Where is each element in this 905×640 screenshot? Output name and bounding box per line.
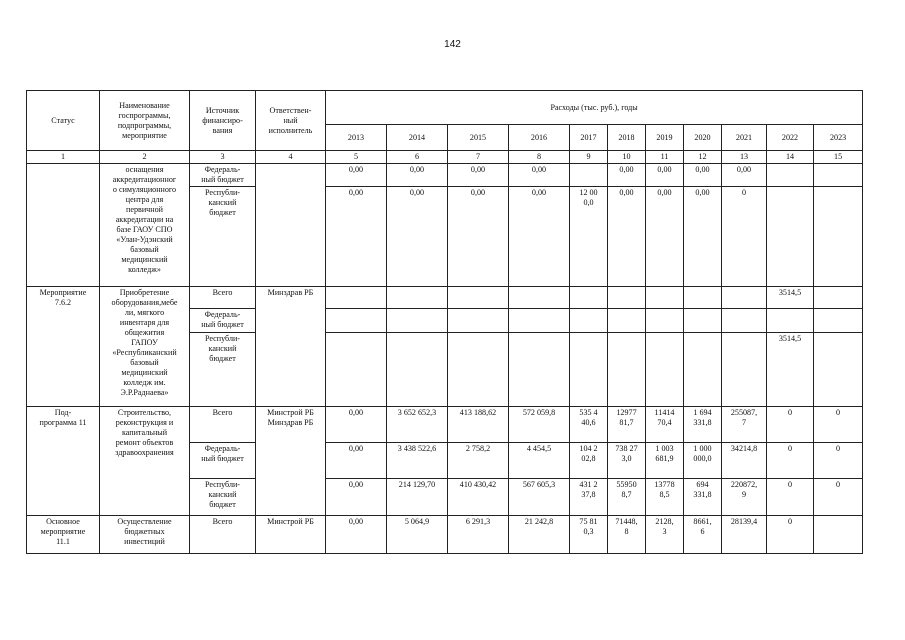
header-year: 2020 xyxy=(684,125,722,151)
header-year: 2021 xyxy=(722,125,767,151)
value-cell: 572 059,8 xyxy=(509,407,570,443)
value-cell xyxy=(722,333,767,407)
value-cell: 0,00 xyxy=(509,164,570,187)
value-cell xyxy=(646,287,684,309)
executor-cell xyxy=(256,164,326,287)
budget-table xyxy=(26,90,863,554)
value-cell: 0,00 xyxy=(387,187,448,287)
source-cell: Всего xyxy=(190,407,256,443)
header-year: 2019 xyxy=(646,125,684,151)
value-cell xyxy=(608,309,646,333)
col-number: 10 xyxy=(608,151,646,164)
value-cell xyxy=(326,333,387,407)
value-cell xyxy=(570,333,608,407)
value-cell: 0,00 xyxy=(646,187,684,287)
value-cell xyxy=(767,187,814,287)
value-cell: 431 2 37,8 xyxy=(570,479,608,516)
value-cell: 13778 8,5 xyxy=(646,479,684,516)
col-number: 14 xyxy=(767,151,814,164)
value-cell xyxy=(570,164,608,187)
header-name: Наименование госпрограммы, подпрограммы, мероприятие xyxy=(100,91,190,151)
value-cell: 0,00 xyxy=(608,187,646,287)
header-executor: Ответствен- ный исполнитель xyxy=(256,91,326,151)
value-cell: 535 4 40,6 xyxy=(570,407,608,443)
value-cell xyxy=(814,287,863,309)
value-cell: 2 758,2 xyxy=(448,443,509,479)
value-cell: 3514,5 xyxy=(767,333,814,407)
value-cell: 75 81 0,3 xyxy=(570,516,608,554)
table-row xyxy=(27,164,863,187)
header-year: 2017 xyxy=(570,125,608,151)
executor-cell: Минстрой РБ Минздрав РБ xyxy=(256,407,326,516)
value-cell xyxy=(722,309,767,333)
value-cell xyxy=(448,309,509,333)
value-cell: 55950 8,7 xyxy=(608,479,646,516)
status-cell: Основное мероприятие 11.1 xyxy=(27,516,100,554)
header-year: 2014 xyxy=(387,125,448,151)
value-cell: 0,00 xyxy=(326,479,387,516)
value-cell: 104 2 02,8 xyxy=(570,443,608,479)
status-cell: Под- программа 11 xyxy=(27,407,100,516)
table-row xyxy=(27,407,863,443)
header-year: 2023 xyxy=(814,125,863,151)
page-number: 142 xyxy=(444,39,461,50)
col-number: 4 xyxy=(256,151,326,164)
value-cell: 11414 70,4 xyxy=(646,407,684,443)
col-number: 3 xyxy=(190,151,256,164)
col-number: 8 xyxy=(509,151,570,164)
value-cell: 1 694 331,8 xyxy=(684,407,722,443)
value-cell: 0,00 xyxy=(509,187,570,287)
value-cell: 0,00 xyxy=(326,516,387,554)
value-cell xyxy=(684,333,722,407)
header-year: 2015 xyxy=(448,125,509,151)
col-number: 6 xyxy=(387,151,448,164)
source-cell: Всего xyxy=(190,516,256,554)
value-cell: 1 000 000,0 xyxy=(684,443,722,479)
value-cell: 0 xyxy=(767,479,814,516)
value-cell: 12 00 0,0 xyxy=(570,187,608,287)
source-cell: Республи- канский бюджет xyxy=(190,187,256,287)
value-cell: 0 xyxy=(814,407,863,443)
name-cell: Приобретение оборудования,мебе ли, мягкого инвентаря для общежития ГАПОУ «Республиканский базовый медицинский колледж им. Э.Р.Раднаева» xyxy=(100,287,190,407)
executor-cell: Минстрой РБ xyxy=(256,516,326,554)
value-cell: 0,00 xyxy=(646,164,684,187)
value-cell: 1 003 681,9 xyxy=(646,443,684,479)
value-cell: 0 xyxy=(767,407,814,443)
value-cell: 0,00 xyxy=(722,164,767,187)
header-year: 2018 xyxy=(608,125,646,151)
value-cell: 0,00 xyxy=(684,187,722,287)
header-year: 2016 xyxy=(509,125,570,151)
value-cell: 738 27 3,0 xyxy=(608,443,646,479)
value-cell xyxy=(509,309,570,333)
value-cell xyxy=(684,309,722,333)
value-cell: 0 xyxy=(767,516,814,554)
source-cell: Всего xyxy=(190,287,256,309)
value-cell: 413 188,62 xyxy=(448,407,509,443)
value-cell xyxy=(684,287,722,309)
value-cell: 0 xyxy=(722,187,767,287)
source-cell: Федераль- ный бюджет xyxy=(190,164,256,187)
value-cell: 12977 81,7 xyxy=(608,407,646,443)
value-cell xyxy=(722,287,767,309)
value-cell xyxy=(767,309,814,333)
value-cell xyxy=(646,309,684,333)
value-cell: 8661, 6 xyxy=(684,516,722,554)
name-cell: Осуществление бюджетных инвестиций xyxy=(100,516,190,554)
source-cell: Республи- канский бюджет xyxy=(190,333,256,407)
header-year: 2022 xyxy=(767,125,814,151)
value-cell: 0 xyxy=(814,479,863,516)
value-cell: 0,00 xyxy=(608,164,646,187)
value-cell xyxy=(387,287,448,309)
header-expenses: Расходы (тыс. руб.), годы xyxy=(326,91,863,125)
value-cell xyxy=(767,164,814,187)
value-cell: 0,00 xyxy=(684,164,722,187)
value-cell xyxy=(509,333,570,407)
value-cell xyxy=(814,516,863,554)
name-cell: оснащения аккредитационног о симуляционного центра для первичной аккредитации на базе ГАОУ СПО «Улан-Удэнский базовый медицинский колледж» xyxy=(100,164,190,287)
executor-cell: Минздрав РБ xyxy=(256,287,326,407)
value-cell xyxy=(448,333,509,407)
value-cell: 0,00 xyxy=(326,407,387,443)
value-cell: 0,00 xyxy=(448,164,509,187)
value-cell xyxy=(570,287,608,309)
value-cell: 2128, 3 xyxy=(646,516,684,554)
value-cell: 214 129,70 xyxy=(387,479,448,516)
value-cell: 255087, 7 xyxy=(722,407,767,443)
value-cell: 0,00 xyxy=(448,187,509,287)
value-cell xyxy=(326,309,387,333)
value-cell xyxy=(814,164,863,187)
value-cell: 0 xyxy=(767,443,814,479)
value-cell xyxy=(448,287,509,309)
col-number: 11 xyxy=(646,151,684,164)
value-cell: 71448, 8 xyxy=(608,516,646,554)
col-number: 15 xyxy=(814,151,863,164)
value-cell: 0,00 xyxy=(387,164,448,187)
col-number: 1 xyxy=(27,151,100,164)
value-cell: 3 652 652,3 xyxy=(387,407,448,443)
col-number: 7 xyxy=(448,151,509,164)
table-row xyxy=(27,516,863,554)
value-cell xyxy=(814,309,863,333)
value-cell xyxy=(608,333,646,407)
value-cell: 0,00 xyxy=(326,187,387,287)
value-cell xyxy=(387,333,448,407)
value-cell: 6 291,3 xyxy=(448,516,509,554)
col-number: 9 xyxy=(570,151,608,164)
value-cell xyxy=(646,333,684,407)
source-cell: Республи- канский бюджет xyxy=(190,479,256,516)
header-status: Статус xyxy=(27,91,100,151)
value-cell: 3 438 522,6 xyxy=(387,443,448,479)
source-cell: Федераль- ный бюджет xyxy=(190,443,256,479)
col-number: 5 xyxy=(326,151,387,164)
value-cell: 34214,8 xyxy=(722,443,767,479)
value-cell: 28139,4 xyxy=(722,516,767,554)
value-cell xyxy=(387,309,448,333)
value-cell: 0,00 xyxy=(326,443,387,479)
value-cell: 220872, 9 xyxy=(722,479,767,516)
value-cell: 410 430,42 xyxy=(448,479,509,516)
value-cell xyxy=(814,187,863,287)
value-cell xyxy=(326,287,387,309)
value-cell: 694 331,8 xyxy=(684,479,722,516)
table-row xyxy=(27,287,863,309)
header-year: 2013 xyxy=(326,125,387,151)
col-number: 2 xyxy=(100,151,190,164)
value-cell: 21 242,8 xyxy=(509,516,570,554)
value-cell: 567 605,3 xyxy=(509,479,570,516)
value-cell: 5 064,9 xyxy=(387,516,448,554)
source-cell: Федераль- ный бюджет xyxy=(190,309,256,333)
value-cell xyxy=(814,333,863,407)
value-cell xyxy=(570,309,608,333)
value-cell: 0,00 xyxy=(326,164,387,187)
header-source: Источник финансиро- вания xyxy=(190,91,256,151)
name-cell: Строительство, реконструкция и капитальный ремонт объектов здравоохранения xyxy=(100,407,190,516)
value-cell: 0 xyxy=(814,443,863,479)
status-cell: Мероприятие 7.6.2 xyxy=(27,287,100,407)
status-cell xyxy=(27,164,100,287)
value-cell: 3514,5 xyxy=(767,287,814,309)
value-cell xyxy=(509,287,570,309)
col-number: 13 xyxy=(722,151,767,164)
value-cell: 4 454,5 xyxy=(509,443,570,479)
col-number: 12 xyxy=(684,151,722,164)
value-cell xyxy=(608,287,646,309)
